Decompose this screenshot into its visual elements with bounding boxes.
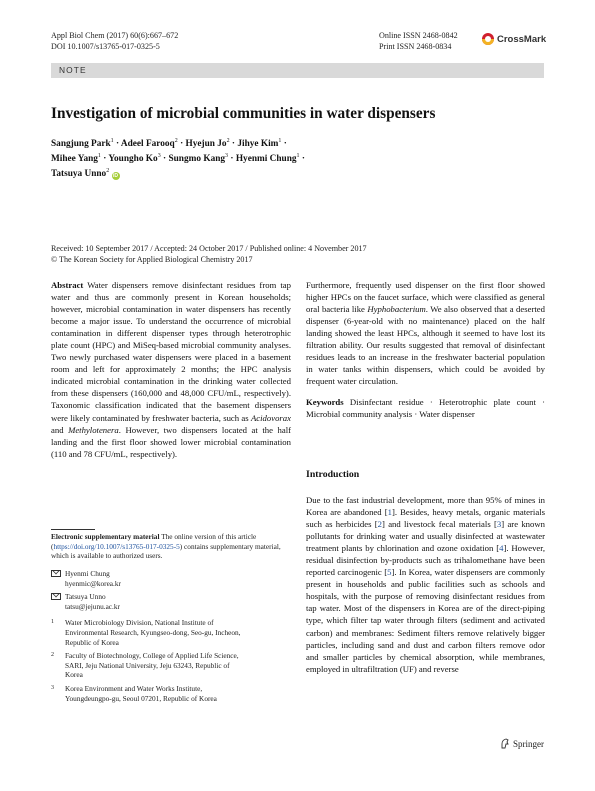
esm-doi-link[interactable]: https://doi.org/10.1007/s13765-017-0325-5 (53, 541, 180, 551)
author-separator: · (301, 154, 305, 164)
correspondent-name: Hyenmi Chung (65, 569, 110, 578)
keywords-label: Keywords (306, 397, 344, 408)
citation-link[interactable]: 3 (496, 519, 502, 530)
author[interactable]: Sangjung Park$^1$ (51, 138, 114, 149)
journal-volume-line: Appl Biol Chem (2017) 60(6):667–672 (51, 31, 179, 40)
affiliation-number: 1 (51, 619, 54, 626)
author-separator: · (103, 154, 107, 164)
springer-horse-icon (500, 738, 510, 749)
crossmark-button[interactable] (482, 33, 546, 45)
correspondence-item (51, 569, 291, 588)
citation-link[interactable]: 1 (387, 507, 392, 518)
author-separator: · (180, 139, 184, 149)
correspondent-name: Tatsuya Unno (65, 592, 106, 602)
footnote-rule (51, 529, 95, 530)
taxon-name: Hyphobacterium (367, 304, 426, 315)
author-separator: · (231, 139, 236, 149)
esm-label: Electronic supplementary material (51, 532, 160, 541)
abstract-text: Water dispensers remove disinfectant residues from tap water and thus are commonly present in Korean households; however, microbial contamination in water dispensers has recently become a major issue. To understand the occurrence of microbial contamination in different dispenser types through heterotrophic plate count (HPC) and MiSeq-based microbial community analyses. Two newly purchased water dispensers were placed in a basement room and left for approximately 2 months; the HPC analysis indicated microbial contamination in the drinking water collected from these dispensers (160,000 and 48,000 CFU/mL, respectively). Taxonomic classification indicated that the basement dispensers were likely contaminated by freshwater bacteria, such as (51, 280, 292, 423)
author-separator: · (116, 139, 120, 149)
author[interactable]: Mihee Yang$^1$ (51, 153, 101, 164)
taxon-name: Acidovorax (250, 412, 291, 423)
abstract-text: Furthermore, frequently used dispenser on the first floor showed higher HPCs on the faucet surface, which were classified as general oral bacteria like (306, 280, 545, 315)
author-line-2 (51, 152, 491, 167)
article-type-label: NOTE (59, 65, 87, 75)
abstract-text: . However, two dispensers located at the half landing and the first floor showed lower microbial contamination (110 and 78 CFU/mL, respectively). (51, 424, 291, 459)
author[interactable]: Hyejun Jo$^2$ (185, 138, 230, 149)
keywords (306, 396, 545, 420)
author-separator: · (283, 139, 287, 149)
keywords-text: Disinfectant residue · Heterotrophic plate count · Microbial community analysis · Water dispenser (306, 397, 546, 420)
author-separator: · (163, 154, 167, 164)
affiliation: 3 Korea Environment and Water Works Institute, Youngdeungpo-gu, Seoul 07201, Republic of Korea (51, 683, 217, 703)
affiliation: 2 Faculty of Biotechnology, College of Applied Life Science, SARI, Jeju National University, Jeju 63243, Republic of Korea (51, 651, 239, 680)
author-list (51, 137, 491, 182)
article-type-bar (51, 63, 544, 78)
citation-link[interactable]: 5 (387, 567, 392, 578)
author-separator: · (230, 154, 234, 164)
envelope-icon (51, 570, 61, 578)
author[interactable]: Hyenmi Chung$^1$ (235, 153, 300, 164)
author[interactable]: Adeel Farooq$^2$ (120, 138, 178, 149)
envelope-icon (51, 593, 61, 601)
publisher-name: Springer (513, 738, 544, 749)
issn-block (379, 31, 458, 52)
esm-note: Electronic supplementary material The online version of this article (https://doi.org/10.1007/s13765-017-0325-5) contains supplementary material, which is available to authorized users. (51, 532, 281, 561)
abstract-label: Abstract (51, 280, 84, 290)
history-dates: Received: 10 September 2017 / Accepted: 24 October 2017 / Published online: 4 November 2017 (51, 244, 367, 253)
citation-link[interactable]: 2 (377, 519, 382, 530)
affiliation: 1 Water Microbiology Division, National Institute of Environmental Research, Kyungseo-dong, Seo-gu, Incheon, Republic of Korea (51, 618, 241, 647)
publication-dates (51, 244, 471, 265)
section-heading-introduction: Introduction (306, 469, 360, 480)
author[interactable]: Tatsuya Unno$^2$ (51, 168, 110, 179)
copyright-line: © The Korean Society for Applied Biological Chemistry 2017 (51, 254, 253, 264)
doi-line: DOI 10.1007/s13765-017-0325-5 (51, 41, 160, 51)
author-line-1 (51, 137, 491, 152)
abstract-part-1: Abstract Water dispensers remove disinfectant residues from tap water and thus are commonly present in Korean households; however, microbial contamination in water dispensers has recently become a major issue. To understand the occurrence of microbial contamination in different dispenser types through heterotrophic plate count (HPC) and MiSeq-based microbial community analyses. Two newly purchased water dispensers were placed in a basement room and left for approximately 2 months; the HPC analysis indicated microbial contamination in the drinking water collected from these dispensers (160,000 and 48,000 CFU/mL, respectively). Taxonomic classification indicated that the basement dispensers were likely contaminated by freshwater bacteria, such as Acidovorax and Methylotenera. However, two dispensers located at the half landing and the first floor showed lower microbial contamination (110 and 78 CFU/mL, respectively). (51, 280, 292, 459)
correspondence-block (51, 569, 291, 703)
affiliation-number: 3 (51, 684, 54, 691)
abstract-text: . We also observed that a deserted dispenser (6-year-old with no maintenance) placed on the half landing showed the least HPCs, although it seemed to have lost its filtration ability. Our results suggested that removal of disinfectant residues leads to an increase in the freshwater bacterial population in water tanks within dispensers, which could be avoided by frequent water circulation. (306, 304, 545, 387)
affiliation-number: 2 (51, 652, 54, 659)
author-line-3 (51, 167, 491, 182)
crossmark-icon (482, 33, 494, 45)
correspondent-email[interactable]: tatsu@jejunu.ac.kr (65, 601, 120, 611)
publisher-logo (500, 738, 544, 749)
crossmark-label: CrossMark (497, 33, 547, 45)
author[interactable]: Youngho Ko$^3$ (108, 153, 161, 164)
correspondence-item (51, 592, 291, 611)
author[interactable]: Sungmo Kang$^3$ (168, 153, 229, 164)
introduction-text: Due to the fast industrial development, more than 95% of mines in Korea are abandoned [1]. Besides, heavy metals, organic materials such as herbicides [2] and livestock fecal materials [3] are known pollutants for drinking water and usually disinfected at wastewater treatment plants by chlorination and ozone oxidation [4]. However, residual disinfection by-products such as trihalomethane have been reported carcinogenic [5]. In Korea, water dispensers are commonly present in households and public facilities such as schools and hospitals, with the purpose of removing disinfectant residues from tap water. Most of the dispensers in Korea are of the direct-piping type, which filter tap water through filters (sediment and activated carbon) and membranes: Sediment filters remove relatively bigger particles, including sand and dust and carbon filters remove odor and smaller particles by chemical absorption, while membranes, employed in ultrafiltration (UF) and reverse (306, 495, 546, 674)
correspondent-email[interactable]: hyenmic@korea.kr (65, 578, 121, 588)
article-title: Investigation of microbial communities in water dispensers (51, 105, 436, 122)
issn-online: Online ISSN 2468-0842 (379, 31, 458, 40)
author[interactable]: Jihye Kim$^1$ (237, 138, 282, 149)
abstract-part-2 (306, 279, 545, 421)
issn-print: Print ISSN 2468-0834 (379, 41, 452, 51)
citation-link[interactable]: 4 (499, 543, 504, 554)
journal-citation (51, 31, 178, 52)
taxon-name: Methylotenera (68, 424, 119, 435)
orcid-icon[interactable]: iD (113, 173, 119, 179)
